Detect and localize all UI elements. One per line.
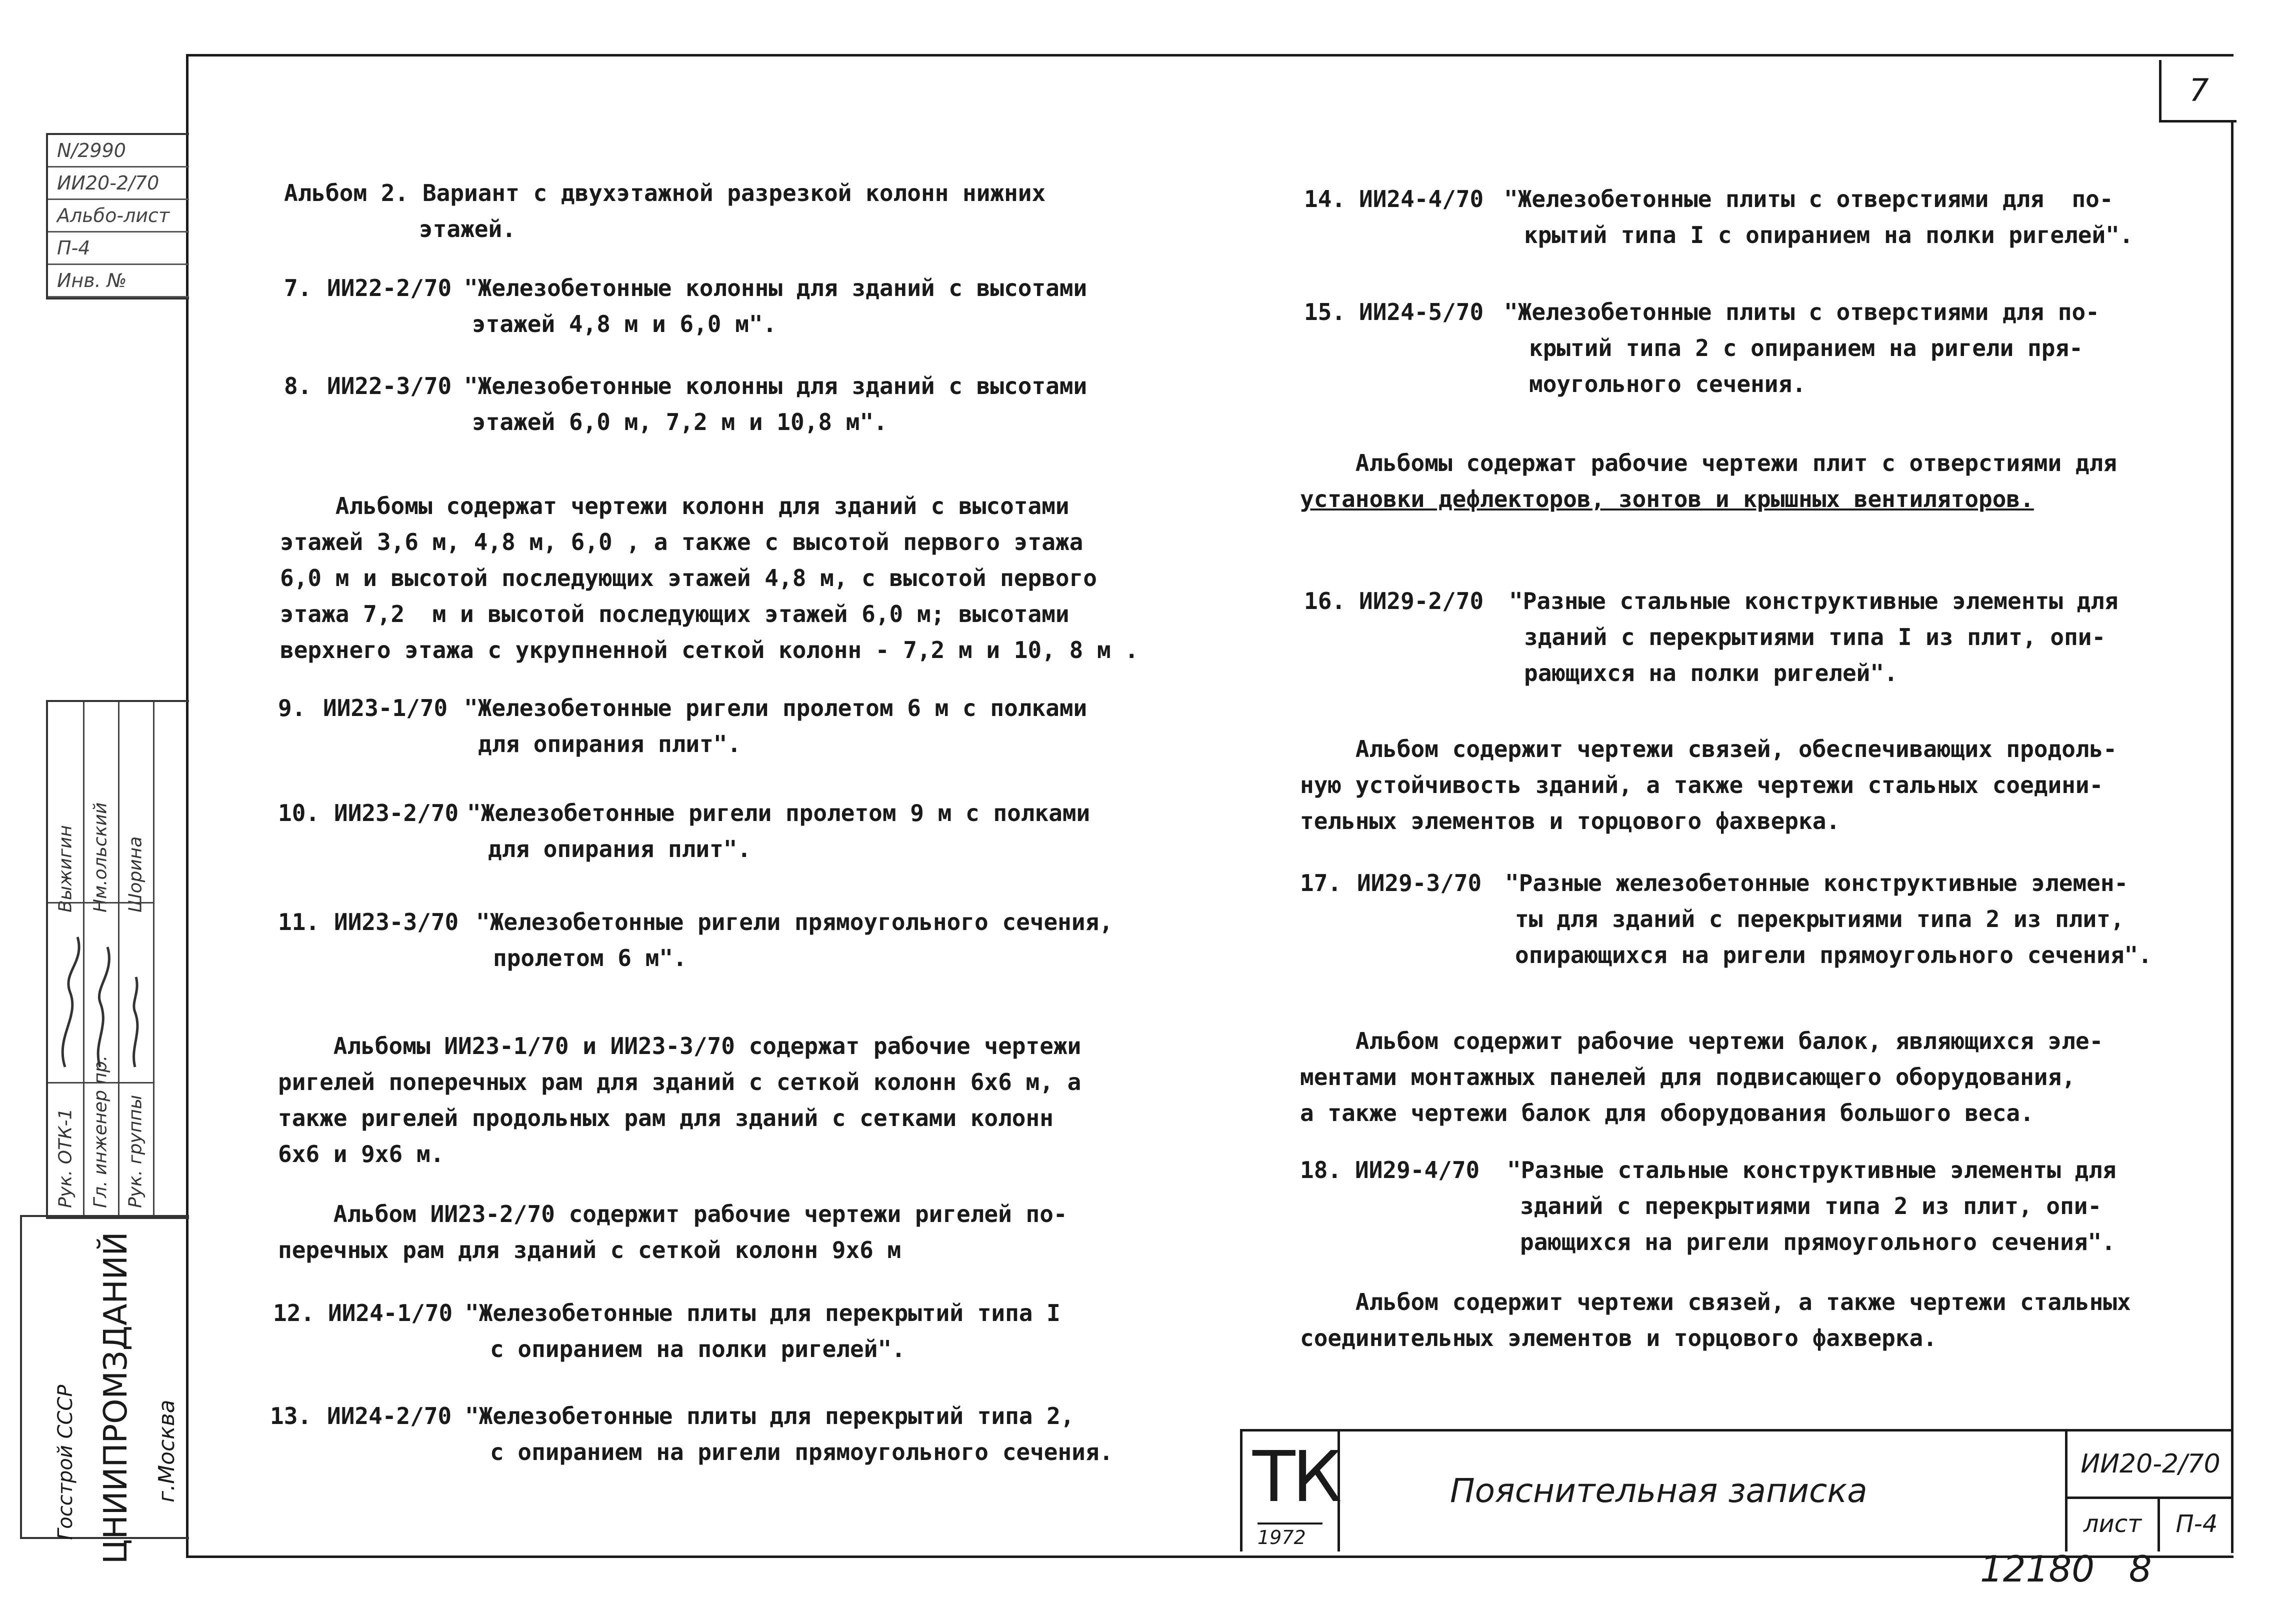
- margin-row: Инв. №: [48, 265, 189, 298]
- paragraph: [1300, 1284, 2131, 1356]
- paragraph-line: 6х6 и 9х6 м.: [278, 1140, 444, 1168]
- sheet-label: лист: [2068, 1496, 2160, 1552]
- title-block: [1240, 1429, 2231, 1552]
- item-title: этажей 4,8 м и 6,0 м".: [472, 310, 777, 338]
- item-number: 15.: [1304, 298, 1346, 326]
- role-label: Рук. группы: [125, 1094, 146, 1208]
- album-code: ИИ24-2/70: [327, 1402, 452, 1430]
- album-code: ИИ29-4/70: [1355, 1156, 1480, 1184]
- item-title: опирающихся на ригели прямоугольного сечения".: [1515, 942, 2152, 968]
- album-code: ИИ29-2/70: [1359, 588, 1484, 614]
- paragraph: [1300, 731, 2117, 839]
- album-code: ИИ24-1/70: [328, 1300, 453, 1326]
- paragraph-line: также ригелей продольных рам для зданий с сетками колонн: [278, 1104, 1054, 1132]
- stamp-divider: [48, 1082, 153, 1084]
- item-title: "Железобетонные колонны для зданий с высотами: [464, 372, 1088, 400]
- handwritten-signatures: [50, 917, 150, 1077]
- drawing-frame-right-edge: [2231, 120, 2234, 1553]
- item-number: 17.: [1300, 870, 1342, 896]
- item-number: 16.: [1304, 588, 1346, 614]
- signer-name: Выжигин: [55, 825, 76, 912]
- signature-stamp: [46, 700, 189, 1219]
- margin-row: N/2990: [48, 135, 189, 168]
- item-number: 13.: [270, 1402, 312, 1430]
- paragraph-line: Альбомы содержат чертежи колонн для зданий с высотами: [280, 492, 1070, 520]
- item-title: "Железобетонные ригели пролетом 9 м с полками: [467, 800, 1090, 826]
- paragraph-line: Альбом ИИ23-2/70 содержит рабочие чертежи ригелей по-: [278, 1200, 1068, 1228]
- paragraph-line: этажей 3,6 м, 4,8 м, 6,0 , а также с высотой первого этажа: [280, 528, 1084, 556]
- album-code: ИИ24-4/70: [1359, 186, 1484, 212]
- paragraph-line: Альбом содержит чертежи связей, а также чертежи стальных: [1300, 1288, 2131, 1316]
- paragraph-line: перечных рам для зданий с сеткой колонн 9х6 м: [278, 1236, 902, 1264]
- album-code: ИИ23-2/70: [334, 800, 459, 826]
- item-number: 8.: [284, 372, 312, 400]
- item-title: зданий с перекрытиями типа I из плит, опи-: [1524, 624, 2106, 650]
- signer-name: Шорина: [125, 836, 146, 912]
- sheet-number: 7: [2159, 60, 2236, 122]
- item-number: 12.: [273, 1300, 315, 1326]
- org-city: г.Москва: [154, 1400, 180, 1502]
- role-label: Гл. инженер пр.: [90, 1055, 111, 1208]
- paragraph-line: ментами монтажных панелей для подвисающего оборудования,: [1300, 1064, 2076, 1090]
- item-title: этажей 6,0 м, 7,2 м и 10,8 м".: [472, 408, 888, 436]
- item-title: "Железобетонные плиты для перекрытий типа 2,: [465, 1402, 1074, 1430]
- album-code: ИИ24-5/70: [1359, 298, 1484, 326]
- tk-mark: ТК: [1252, 1436, 1339, 1518]
- paragraph-line: ную устойчивость зданий, а также чертежи стальных соедини-: [1300, 772, 2104, 798]
- item-title: "Железобетонные колонны для зданий с высотами: [464, 274, 1088, 302]
- archive-footer: [1980, 1548, 2152, 1590]
- item-number: 11.: [278, 908, 320, 936]
- paragraph-line: Альбом содержит рабочие чертежи балок, являющихся эле-: [1300, 1028, 2104, 1054]
- document-code: ИИ20-2/70: [2068, 1432, 2234, 1499]
- album-code: ИИ22-3/70: [327, 372, 452, 400]
- names-area: [48, 702, 153, 912]
- item-title: "Разные стальные конструктивные элементы для: [1509, 588, 2118, 614]
- album-code: ИИ23-1/70: [323, 694, 448, 722]
- item-title: пролетом 6 м".: [493, 944, 687, 972]
- item-number: 10.: [278, 800, 320, 826]
- item-title: "Железобетонные ригели прямоугольного сечения,: [476, 908, 1113, 936]
- year: 1972: [1258, 1522, 1322, 1548]
- item-title: зданий с перекрытиями типа 2 из плит, опи-: [1520, 1192, 2102, 1220]
- paragraph-line: этажа 7,2 м и высотой последующих этажей 6,0 м; высотами: [280, 600, 1070, 628]
- item-title: моугольного сечения.: [1529, 370, 1806, 398]
- signer-name: Нм.ольский: [90, 802, 111, 912]
- item-number: 18.: [1300, 1156, 1342, 1184]
- album-code: ИИ29-3/70: [1357, 870, 1482, 896]
- item-title: для опирания плит".: [488, 836, 752, 862]
- title-block-codes: [2065, 1432, 2234, 1552]
- org-name: ЦНИИПРОМЗДАНИЙ: [98, 1232, 134, 1564]
- item-title: с опиранием на полки ригелей".: [490, 1336, 906, 1362]
- paragraph: [278, 1196, 1068, 1268]
- item-title: крытий типа I с опиранием на полки ригелей".: [1524, 222, 2134, 248]
- paragraph: [280, 488, 1138, 668]
- paragraph-line: 6,0 м и высотой последующих этажей 4,8 м, с высотой первого: [280, 564, 1097, 592]
- paragraph-line: Альбом содержит чертежи связей, обеспечивающих продоль-: [1300, 736, 2117, 762]
- album-heading: этажей.: [419, 216, 516, 242]
- document-title: Пояснительная записка: [1450, 1472, 1868, 1510]
- item-title: ты для зданий с перекрытиями типа 2 из плит,: [1515, 906, 2124, 932]
- sheet-value: П-4: [2176, 1510, 2218, 1538]
- album-code: ИИ23-3/70: [334, 908, 459, 936]
- role-label: Рук. ОТК-1: [55, 1108, 76, 1208]
- page-number: 8: [2128, 1548, 2152, 1590]
- item-title: рающихся на ригели прямоугольного сечения".: [1520, 1228, 2116, 1256]
- paragraph-line: Альбомы ИИ23-1/70 и ИИ23-3/70 содержат рабочие чертежи: [278, 1032, 1082, 1060]
- paragraph: [1300, 445, 2117, 517]
- paragraph-line: установки дефлекторов, зонтов и крышных вентиляторов.: [1300, 486, 2034, 512]
- item-title: с опиранием на ригели прямоугольного сечения.: [490, 1438, 1114, 1466]
- item-title: "Железобетонные ригели пролетом 6 м с полками: [464, 694, 1088, 722]
- title-block-logo: [1240, 1432, 1340, 1552]
- item-title: "Железобетонные плиты с отверстиями для по-: [1504, 298, 2100, 326]
- margin-reference-stamp: [46, 133, 189, 300]
- item-number: 14.: [1304, 186, 1346, 212]
- paragraph-line: верхнего этажа с укрупненной сеткой колонн - 7,2 м и 10, 8 м .: [280, 636, 1139, 664]
- item-title: рающихся на полки ригелей".: [1524, 660, 1898, 686]
- item-title: для опирания плит".: [478, 730, 742, 758]
- item-title: "Железобетонные плиты с отверстиями для по-: [1504, 186, 2114, 212]
- org-ministry: Госстрой СССР: [54, 1384, 77, 1540]
- item-title: "Разные стальные конструктивные элементы для: [1507, 1156, 2116, 1184]
- left-text-column: [284, 175, 1046, 247]
- paragraph: [278, 1028, 1081, 1172]
- margin-row: П-4: [48, 232, 189, 265]
- album-code: ИИ22-2/70: [327, 274, 452, 302]
- paragraph-line: ригелей поперечных рам для зданий с сеткой колонн 6х6 м, а: [278, 1068, 1082, 1096]
- paragraph: [1300, 1023, 2103, 1131]
- item-title: крытий типа 2 с опиранием на ригели пря-: [1529, 334, 2083, 362]
- item-number: 9.: [278, 694, 306, 722]
- paragraph-line: соединительных элементов и торцового фахверка.: [1300, 1324, 1937, 1352]
- item-title: "Железобетонные плиты для перекрытий типа I: [465, 1300, 1060, 1326]
- album-heading: Альбом 2. Вариант с двухэтажной разрезкой колонн нижних: [284, 180, 1046, 206]
- paragraph-line: тельных элементов и торцового фахверка.: [1300, 808, 1840, 834]
- margin-row: ИИ20-2/70: [48, 168, 189, 200]
- organization-stamp: [20, 1215, 189, 1564]
- stamp-divider: [48, 902, 153, 904]
- margin-row: Альбо-лист: [48, 200, 189, 232]
- paragraph-line: а также чертежи балок для оборудования большого веса.: [1300, 1100, 2034, 1126]
- archive-number: 12180: [1980, 1548, 2095, 1590]
- item-number: 7.: [284, 274, 312, 302]
- paragraph-line: Альбомы содержат рабочие чертежи плит с отверстиями для: [1300, 450, 2117, 476]
- item-title: "Разные железобетонные конструктивные элемен-: [1505, 870, 2128, 896]
